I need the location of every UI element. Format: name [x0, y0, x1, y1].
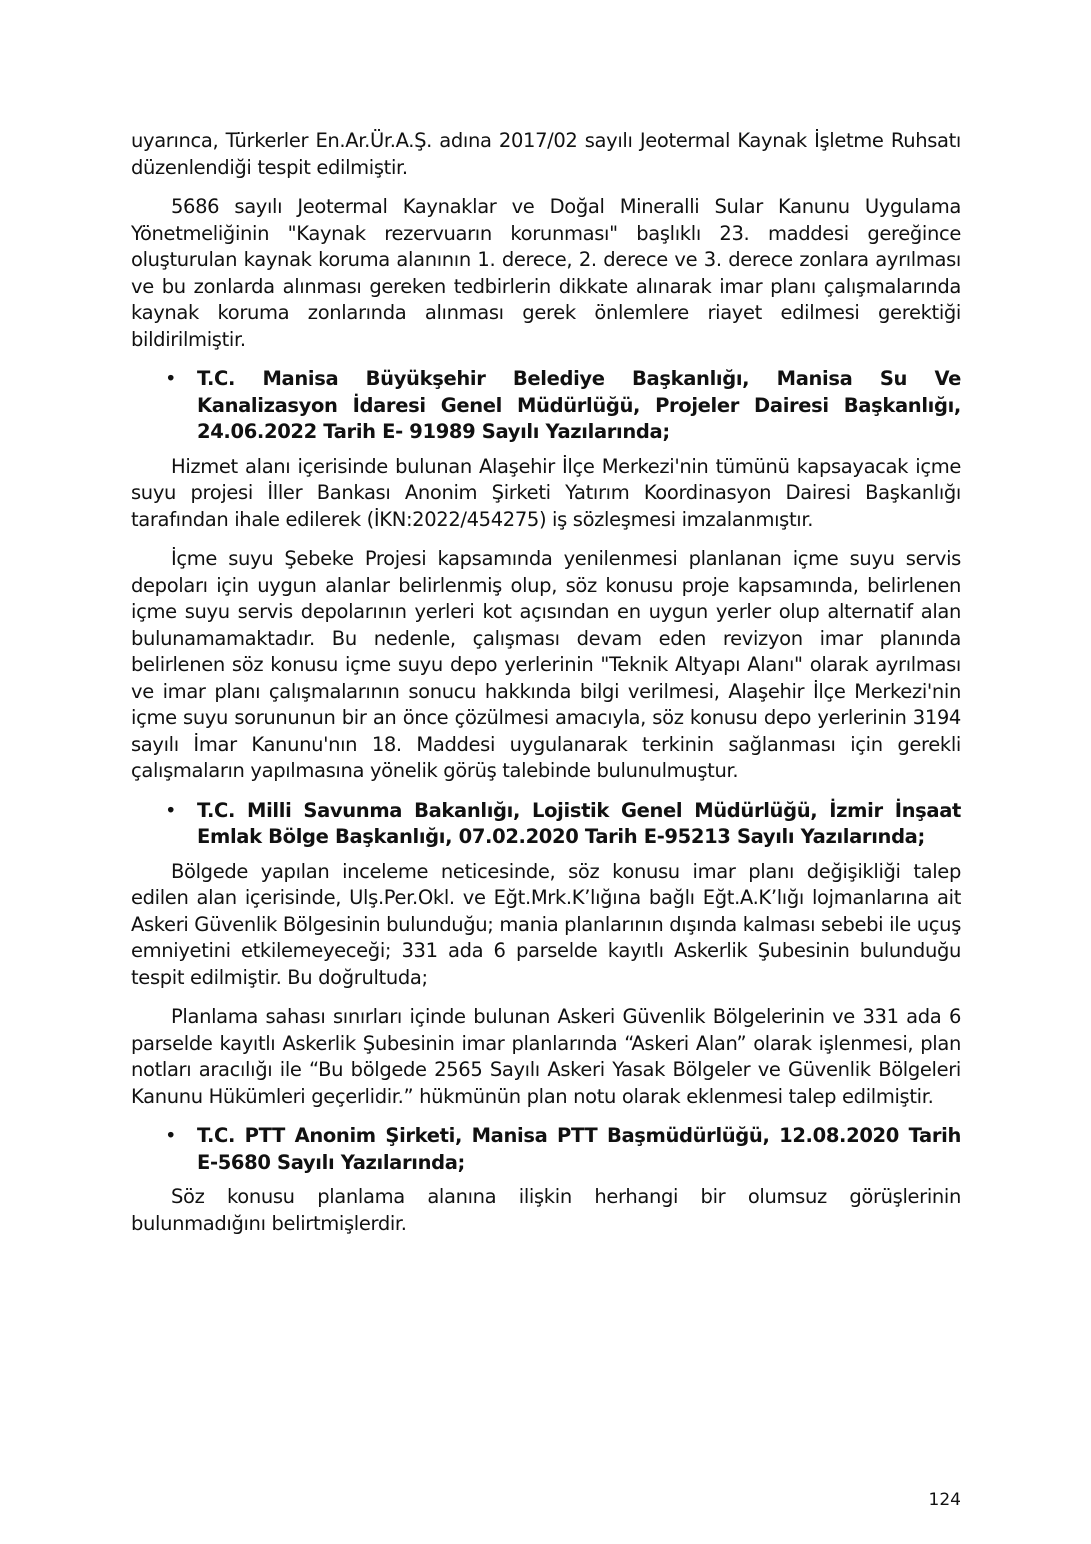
heading-text: T.C. Manisa Büyükşehir Belediye Başkanlığı, Manisa Su Ve Kanalizasyon İdaresi Genel Müdürlüğü, Projeler Dairesi Başkanlığı, 24.06.2022 Tarih E- 91989 Sayılı Yazılarında; [197, 367, 961, 443]
paragraph-ptt-gorus: Söz konusu planlama alanına ilişkin herhangi bir olumsuz görüşlerinin bulunmadığını belirtmişlerdir. [131, 1185, 961, 1235]
page-number: 124 [928, 1490, 961, 1510]
paragraph-ruhsat: uyarınca, Türkerler En.Ar.Ür.A.Ş. adına 2017/02 sayılı Jeotermal Kaynak İşletme Ruhsatı düzenlendiği tespit edilmiştir. [131, 129, 961, 179]
heading-milli-savunma [131, 798, 961, 851]
heading-text: T.C. Milli Savunma Bakanlığı, Lojistik Genel Müdürlüğü, İzmir İnşaat Emlak Bölge Başkanlığı, 07.02.2020 Tarih E-95213 Sayılı Yazılarında; [197, 798, 961, 848]
bullet-icon: • [165, 798, 177, 822]
paragraph-inceleme: Bölgede yapılan inceleme neticesinde, söz konusu imar planı değişikliği talep edilen alan içerisinde, Ulş.Per.Okl. ve Eğt.Mrk.K’lığına bağlı Eğt.A.K’lığı lojmanlarına ait Askeri Güvenlik Bölgesinin bulunduğu; mania planlarının dışında kalması sebebi ile uçuş emniyetini etkilemeyeceği; 331 ada 6 parselde kayıtlı Askerlik Şubesinin bulunduğu tespit edilmiştir. Bu doğrultuda; [131, 859, 961, 989]
paragraph-jeotermal: 5686 sayılı Jeotermal Kaynaklar ve Doğal Mineralli Sular Kanunu Uygulama Yönetmeliğinin "Kaynak rezervuarın korunması" başlıklı 23. maddesi gereğince oluşturulan kaynak koruma alanının 1. derece, 2. derece ve 3. derece zonlara ayrılması ve bu zonlarda alınması gereken tedbirlerin dikkate alınarak imar planı çalışmalarında kaynak koruma zonlarında alınması gerek önlemlere riayet edilmesi gerektiği bildirilmiştir. [131, 195, 961, 351]
heading-manisa-su [131, 366, 961, 446]
paragraph-askeri-alan: Planlama sahası sınırları içinde bulunan Askeri Güvenlik Bölgelerinin ve 331 ada 6 parselde kayıtlı Askerlik Şubesinin imar planlarında “Askeri Alan” olarak işlenmesi, plan notları aracılığı ile “Bu bölgede 2565 Sayılı Askeri Yasak Bölgeler ve Güvenlik Bölgeleri Kanunu Hükümleri geçerlidir.” hükmünün plan notu olarak eklenmesi talep edilmiştir. [131, 1005, 961, 1108]
paragraph-icme-suyu-projesi: Hizmet alanı içerisinde bulunan Alaşehir İlçe Merkezi'nin tümünü kapsayacak içme suyu projesi İller Bankası Anonim Şirketi Yatırım Koordinasyon Dairesi Başkanlığı tarafından ihale edilerek (İKN:2022/454275) iş sözleşmesi imzalanmıştır. [131, 454, 961, 531]
bullet-icon: • [165, 1124, 177, 1147]
heading-text: T.C. PTT Anonim Şirketi, Manisa PTT Başmüdürlüğü, 12.08.2020 Tarih E-5680 Sayılı Yazılarında; [197, 1124, 961, 1174]
paragraph-sebeke-projesi: İçme suyu Şebeke Projesi kapsamında yenilenmesi planlanan içme suyu servis depoları için uygun alanlar belirlenmiş olup, söz konusu proje kapsamında, belirlenen içme suyu servis depolarının yerleri kot açısından en uygun yerler olup alternatif alan bulunamamaktadır. Bu nedenle, çalışması devam eden revizyon imar planında belirlenen söz konusu içme suyu depo yerlerinin "Teknik Altyapı Alanı" olarak ayrılması ve imar planı çalışmalarının sonucu hakkında bilgi verilmesi, Alaşehir İlçe Merkezi'nin içme suyu sorununun bir an önce çözülmesi amacıyla, söz konusu depo yerlerinin 3194 sayılı İmar Kanunu'nın 18. Maddesi uygulanarak terkinin sağlanması için gerekli çalışmaların yapılmasına yönelik görüş talebinde bulunulmuştur. [131, 547, 961, 782]
bullet-icon: • [165, 367, 177, 390]
heading-ptt [131, 1123, 961, 1176]
document-page [131, 128, 961, 1250]
